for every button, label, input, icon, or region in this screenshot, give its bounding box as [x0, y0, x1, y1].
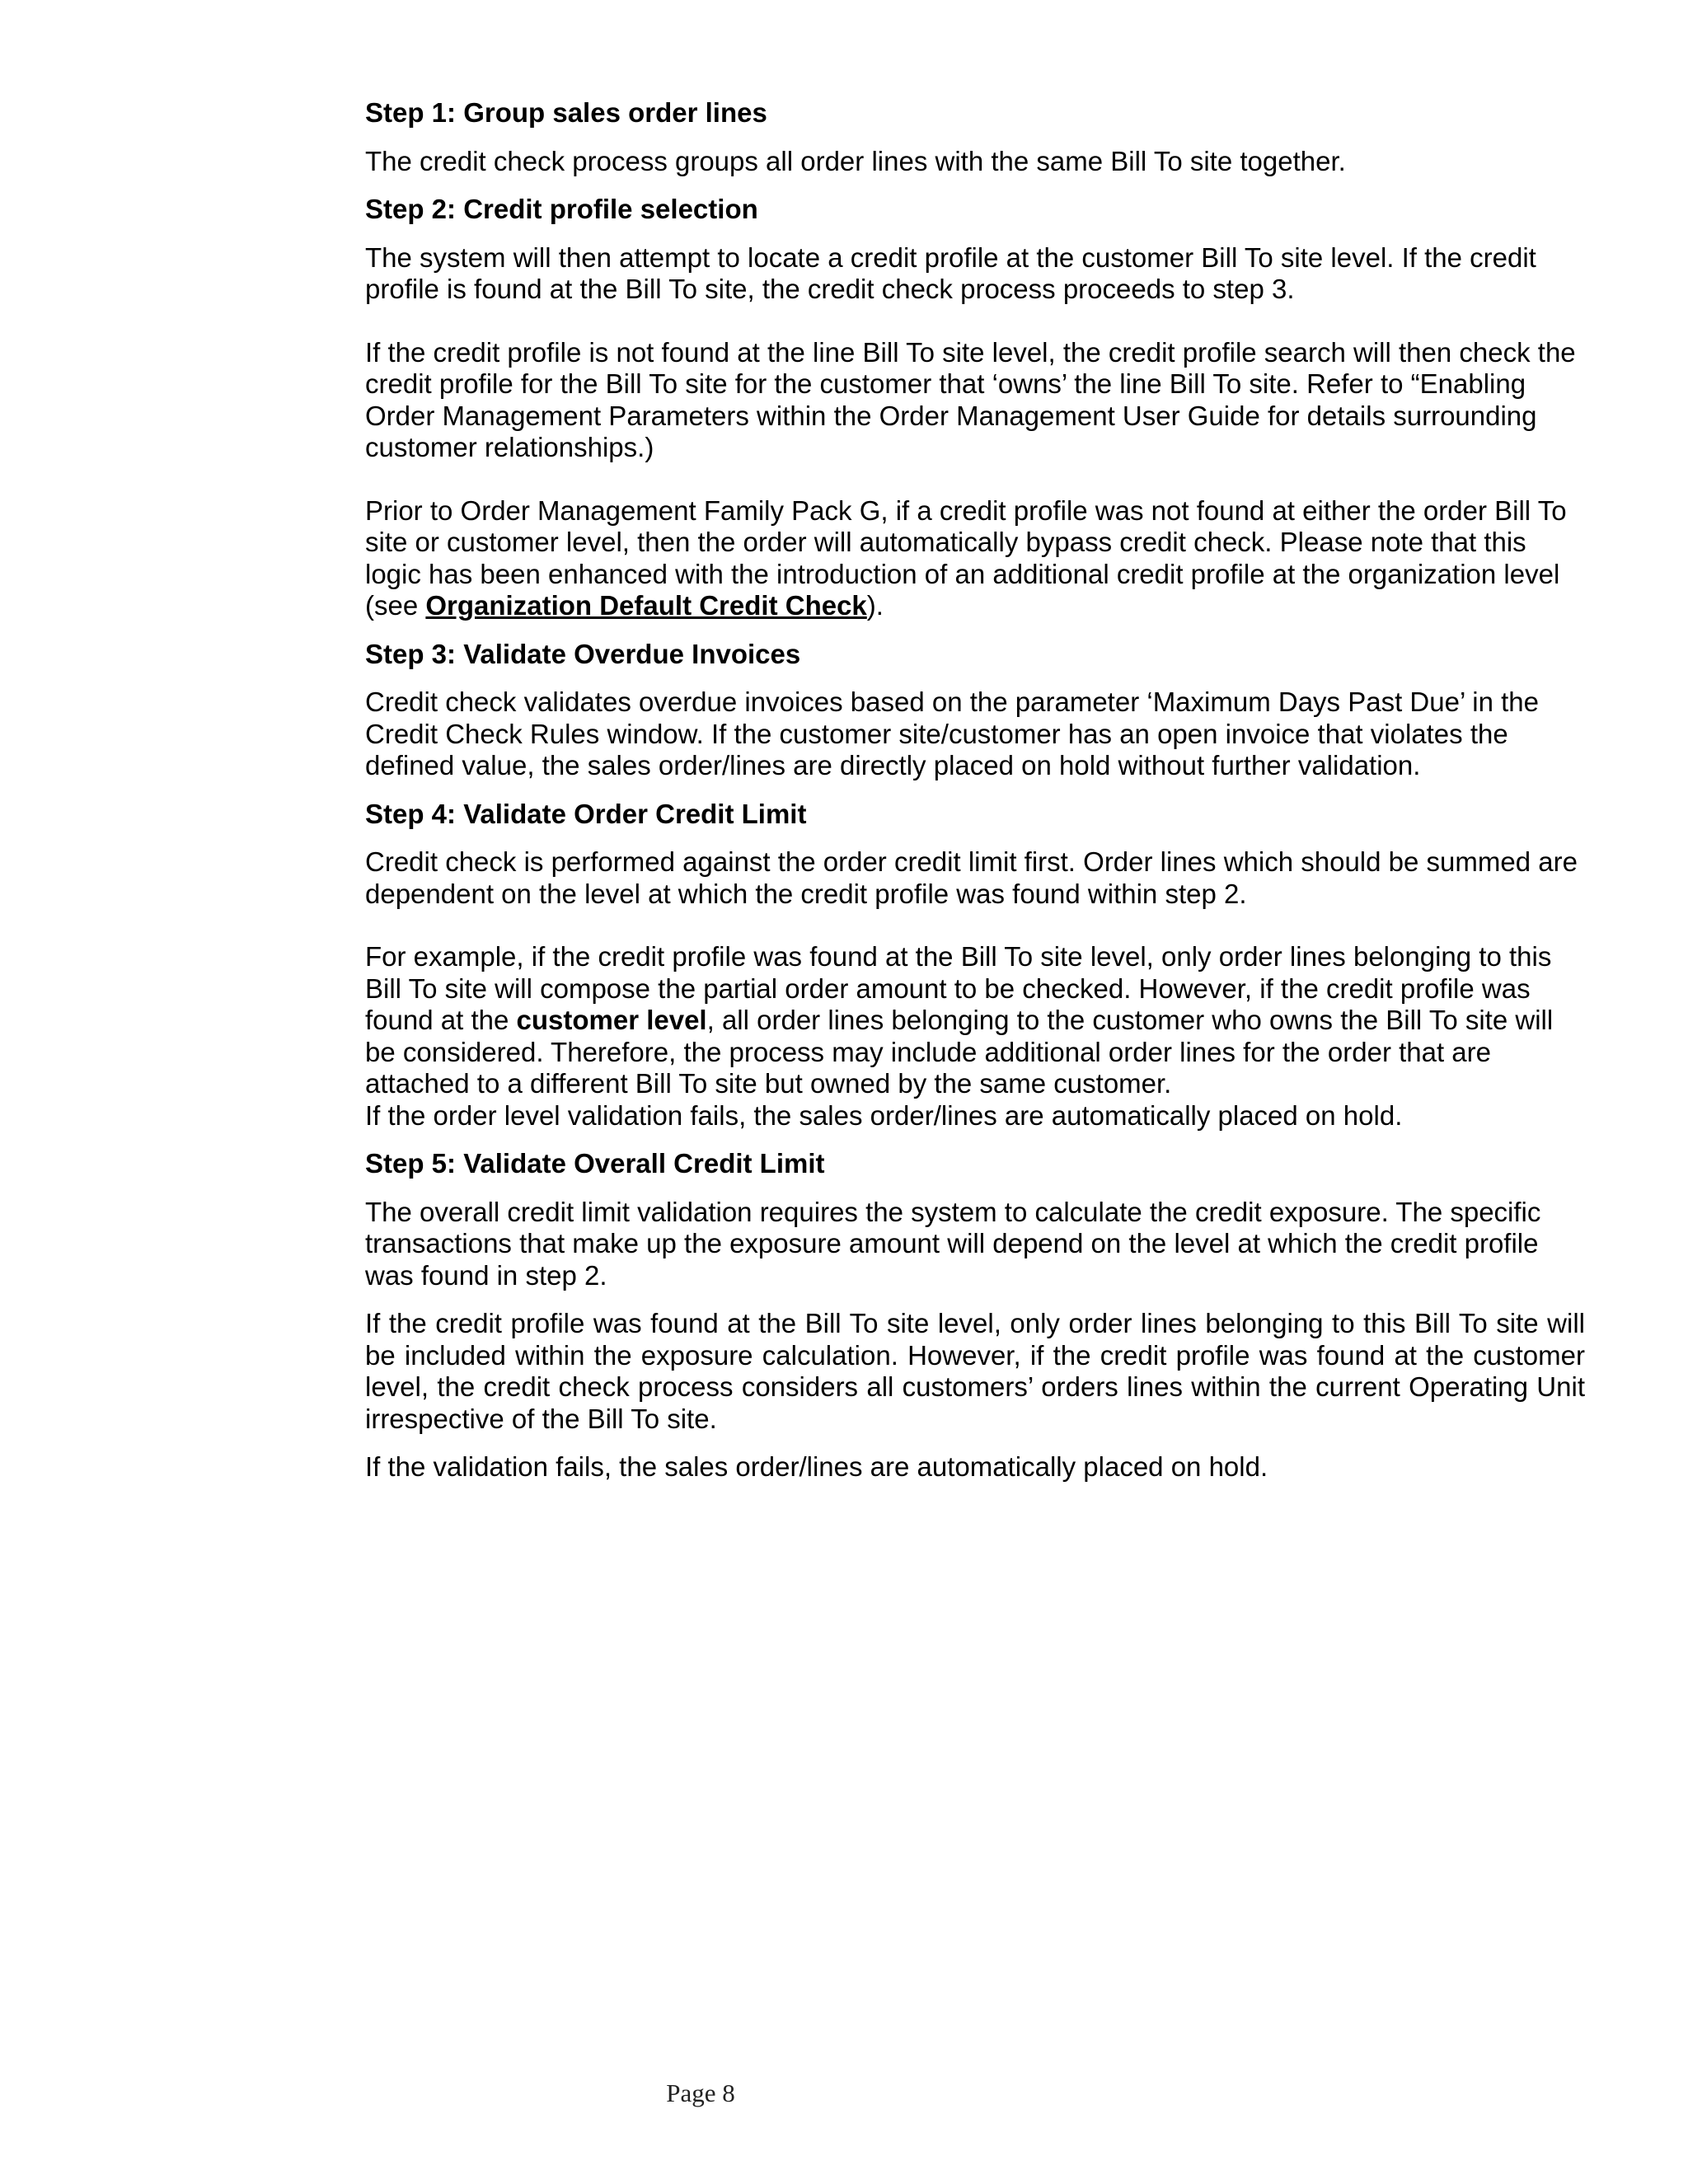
step-2-paragraph-2: If the credit profile is not found at the line Bill To site level, the credit profile search will then check the credit profile for the Bill To site for the customer that ‘owns’ the line Bill To site. Refer to “Enabling Order Management Parameters within the Order Management User Guide for details surrounding customer relationships.) [365, 336, 1576, 462]
step-1-paragraph: The credit check process groups all order lines with the same Bill To site together. [365, 145, 1346, 176]
step-4-paragraph-1: Credit check is performed against the order credit limit first. Order lines which should be summed are dependent on the level at which the credit profile was found within step 2. [365, 846, 1578, 909]
step-4-paragraph-2 [365, 941, 1585, 1132]
step-2-paragraph-3 [365, 495, 1585, 622]
organization-default-credit-check-link[interactable]: Organization Default Credit Check [425, 590, 867, 621]
customer-level-emphasis: customer level [516, 1005, 707, 1035]
step-5-paragraph-3: If the validation fails, the sales order/lines are automatically placed on hold. [365, 1451, 1268, 1482]
step-2-paragraph-1: The system will then attempt to locate a credit profile at the customer Bill To site level. If the credit profile is found at the Bill To site, the credit check process proceeds to step 3. [365, 241, 1536, 304]
step-3-heading: Step 3: Validate Overdue Invoices [365, 638, 801, 669]
document-body [365, 97, 1585, 1500]
page-number: Page 8 [666, 2079, 735, 2107]
step-2-paragraph-3-text: Prior to Order Management Family Pack G, if a credit profile was not found at either the order Bill To site or customer level, then the order will automatically bypass credit check. Please note that this logic has been enhanced with the introduction of an additional credit profile at the organization level (see [365, 494, 1567, 621]
step-5-paragraph-1: The overall credit limit validation requires the system to calculate the credit exposure. The specific transactions that make up the exposure amount will depend on the level at which the credit profile was found in step 2. [365, 1196, 1541, 1291]
step-2-heading: Step 2: Credit profile selection [365, 194, 758, 224]
step-4-heading: Step 4: Validate Order Credit Limit [365, 798, 807, 829]
step-4-paragraph-2-text-b: , all order lines belonging to the customer who owns the Bill To site will be considered. Therefore, the process may include additional order lines for the order that are attached to a different Bill To site but owned by the same customer. [365, 1005, 1554, 1099]
step-5-paragraph-2: If the credit profile was found at the Bill To site level, only order lines belonging to this Bill To site will be included within the exposure calculation. However, if the credit profile was found at the customer level, the credit check process considers all customers’ orders lines within the current Operating Unit irrespective of the Bill To site. [365, 1308, 1585, 1434]
step-1-heading: Step 1: Group sales order lines [365, 97, 767, 128]
step-4-paragraph-2-text-c: If the order level validation fails, the sales order/lines are automatically placed on hold. [365, 1099, 1403, 1131]
step-5-heading: Step 5: Validate Overall Credit Limit [365, 1148, 825, 1179]
step-3-paragraph: Credit check validates overdue invoices based on the parameter ‘Maximum Days Past Due’ in the Credit Check Rules window. If the customer site/customer has an open invoice that violates the defined value, the sales order/lines are directly placed on hold without further validation. [365, 687, 1539, 780]
step-4-paragraph-2-text-a: For example, if the credit profile was found at the Bill To site level, only order lines belonging to this Bill To site will compose the partial order amount to be checked. However, if the credit profile was found at the [365, 941, 1552, 1035]
step-2-paragraph-3-end: ). [866, 590, 884, 621]
